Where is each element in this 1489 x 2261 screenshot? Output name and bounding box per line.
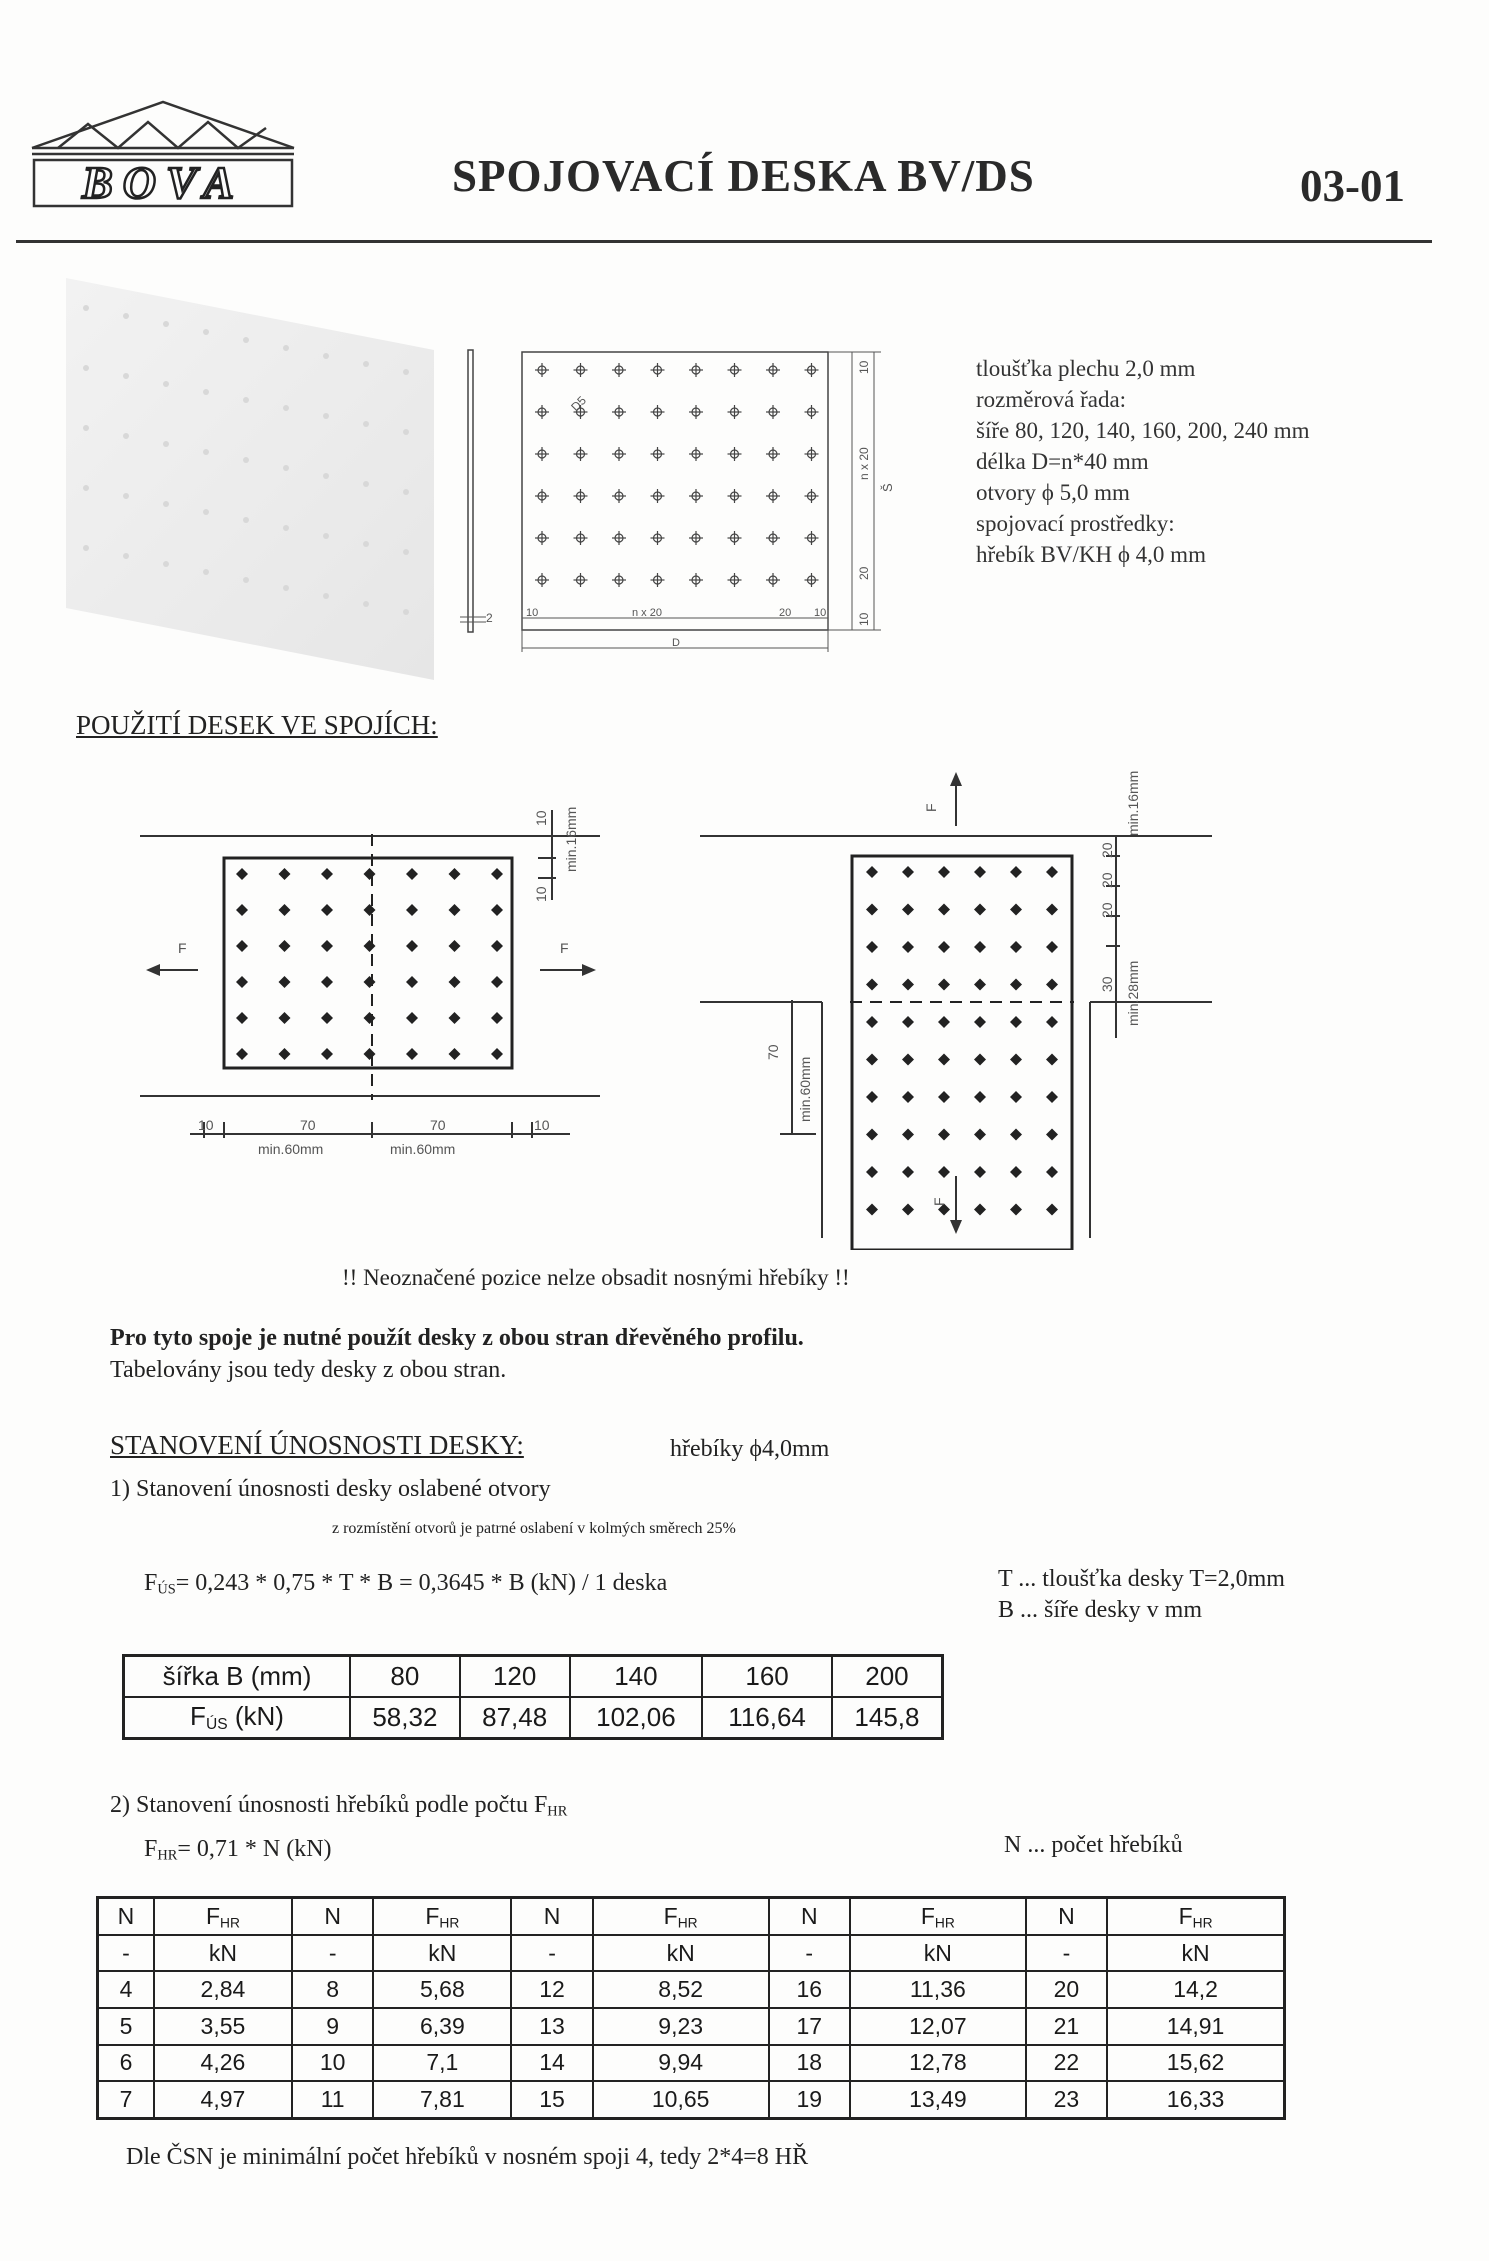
tension-joint-diagram bbox=[140, 770, 600, 1180]
nail-mark bbox=[364, 940, 376, 952]
svg-text:10: 10 bbox=[533, 810, 549, 826]
note-bold: Pro tyto spoje je nutné použít desky z obou stran dřevěného profilu. bbox=[110, 1325, 804, 1351]
svg-text:10: 10 bbox=[814, 607, 827, 619]
nail-mark bbox=[1046, 979, 1058, 991]
spec-holes: otvory ϕ 5,0 mm bbox=[976, 480, 1130, 505]
nail-mark bbox=[1046, 1129, 1058, 1141]
table-cell: - bbox=[292, 1935, 373, 1972]
svg-text:min.16mm: min.16mm bbox=[563, 806, 579, 872]
table-cell: 22 bbox=[1026, 2045, 1107, 2082]
nail-mark bbox=[491, 1012, 503, 1024]
nail-mark bbox=[364, 1048, 376, 1060]
nail-mark bbox=[866, 1016, 878, 1028]
svg-text:F: F bbox=[923, 803, 939, 812]
table-header-cell: $F_{HR}$ bbox=[373, 1898, 511, 1935]
nail-mark bbox=[1010, 1054, 1022, 1066]
table-cell: 4,97 bbox=[154, 2081, 292, 2118]
svg-text:BOVA: BOVA bbox=[82, 157, 244, 208]
nail-mark bbox=[406, 868, 418, 880]
warning-text: !! Neoznačené pozice nelze obsadit nosnými hřebíky !! bbox=[342, 1265, 850, 1290]
nail-mark bbox=[236, 868, 248, 880]
nail-mark bbox=[321, 868, 333, 880]
svg-text:2: 2 bbox=[486, 611, 493, 625]
table-cell: 200 bbox=[832, 1656, 943, 1698]
spec-fasteners-label: spojovací prostředky: bbox=[976, 511, 1175, 536]
table-cell: 12,78 bbox=[850, 2045, 1026, 2082]
table-cell: 15 bbox=[511, 2081, 592, 2118]
table-row bbox=[98, 1971, 1285, 2008]
svg-text:D: D bbox=[672, 637, 680, 649]
table-cell: 14,91 bbox=[1107, 2008, 1284, 2045]
svg-text:n x 20: n x 20 bbox=[632, 607, 662, 619]
nail-mark bbox=[364, 1012, 376, 1024]
nail-mark bbox=[406, 976, 418, 988]
svg-text:70: 70 bbox=[765, 1044, 781, 1060]
spec-size-range-label: rozměrová řada: bbox=[976, 387, 1127, 412]
nail-mark bbox=[974, 1016, 986, 1028]
table-cell: - bbox=[511, 1935, 592, 1972]
capacity-heading: STANOVENÍ ÚNOSNOSTI DESKY: bbox=[110, 1430, 524, 1460]
nail-mark bbox=[449, 976, 461, 988]
nail-mark bbox=[938, 1166, 950, 1178]
footer-note: Dle ČSN je minimální počet hřebíků v nosném spoji 4, tedy 2*4=8 HŘ bbox=[126, 2144, 809, 2170]
svg-text:10: 10 bbox=[533, 886, 549, 902]
nail-mark bbox=[974, 1091, 986, 1103]
table-header-cell: N bbox=[511, 1898, 592, 1935]
table-cell: 11 bbox=[292, 2081, 373, 2118]
nail-mark bbox=[866, 1054, 878, 1066]
svg-text:30: 30 bbox=[1099, 976, 1115, 992]
table-cell: 7 bbox=[98, 2081, 154, 2118]
nail-mark bbox=[938, 904, 950, 916]
svg-text:20: 20 bbox=[1099, 902, 1115, 918]
nail-mark bbox=[866, 979, 878, 991]
formula2: $F_{HR}= 0,71 * N$ (kN) bbox=[144, 1836, 332, 1864]
nail-mark bbox=[866, 1129, 878, 1141]
nail-mark bbox=[974, 1054, 986, 1066]
table-cell: 17 bbox=[769, 2008, 850, 2045]
table-row bbox=[124, 1697, 943, 1739]
table-cell: 23 bbox=[1026, 2081, 1107, 2118]
nail-mark bbox=[321, 976, 333, 988]
nail-mark bbox=[1010, 979, 1022, 991]
nail-mark bbox=[449, 1048, 461, 1060]
nail-mark bbox=[406, 904, 418, 916]
nail-mark bbox=[1046, 1091, 1058, 1103]
table-cell: 6,39 bbox=[373, 2008, 511, 2045]
formula1: $F_{ÚS}= 0,243 * 0,75 * T * B = 0,3645 * B$ (kN) / 1 deska bbox=[144, 1570, 668, 1598]
nail-capacity-table bbox=[96, 1896, 1286, 2120]
nail-mark bbox=[406, 1048, 418, 1060]
svg-text:20: 20 bbox=[1099, 872, 1115, 888]
svg-text:10: 10 bbox=[857, 612, 871, 626]
page-number: 03-01 bbox=[1300, 161, 1405, 211]
nail-mark bbox=[866, 1091, 878, 1103]
table-cell: 8 bbox=[292, 1971, 373, 2008]
nail-mark bbox=[866, 866, 878, 878]
svg-text:F: F bbox=[560, 940, 569, 956]
table-cell: 19 bbox=[769, 2081, 850, 2118]
nail-mark bbox=[321, 904, 333, 916]
nail-mark bbox=[1010, 1166, 1022, 1178]
svg-text:20: 20 bbox=[857, 566, 871, 580]
table-header-cell: N bbox=[98, 1898, 154, 1935]
table-cell: 160 bbox=[702, 1656, 832, 1698]
svg-text:20: 20 bbox=[779, 607, 792, 619]
step2-text: 2) Stanovení únosnosti hřebíků podle počtu $F_{HR}$ bbox=[110, 1792, 568, 1820]
table-cell: 12,07 bbox=[850, 2008, 1026, 2045]
step1-text: 1) Stanovení únosnosti desky oslabené otvory bbox=[110, 1476, 551, 1502]
plate-dimension-drawing bbox=[456, 340, 896, 660]
table-cell: 3,55 bbox=[154, 2008, 292, 2045]
svg-text:min.60mm: min.60mm bbox=[390, 1141, 456, 1157]
nail-mark bbox=[974, 941, 986, 953]
nail-mark bbox=[491, 904, 503, 916]
nail-mark bbox=[1046, 866, 1058, 878]
nail-mark bbox=[938, 1091, 950, 1103]
nail-mark bbox=[364, 868, 376, 880]
nail-mark bbox=[902, 1091, 914, 1103]
svg-text:20: 20 bbox=[1099, 842, 1115, 858]
table-cell: 80 bbox=[350, 1656, 460, 1698]
nail-mark bbox=[1010, 1204, 1022, 1216]
nail-mark bbox=[1046, 904, 1058, 916]
nail-mark bbox=[974, 866, 986, 878]
table-row bbox=[98, 2081, 1285, 2118]
nail-mark bbox=[1010, 866, 1022, 878]
svg-text:n x 20: n x 20 bbox=[857, 447, 871, 480]
capacity-heading-note: hřebíky ϕ4,0mm bbox=[670, 1436, 830, 1462]
step1-note: z rozmístění otvorů je patrné oslabení v kolmých směrech 25% bbox=[332, 1520, 736, 1537]
table-unit-row bbox=[98, 1935, 1285, 1972]
nail-mark bbox=[938, 941, 950, 953]
nail-mark bbox=[1046, 1054, 1058, 1066]
nail-mark bbox=[938, 1054, 950, 1066]
table-row bbox=[98, 2045, 1285, 2082]
nail-mark bbox=[279, 1012, 291, 1024]
nail-mark bbox=[974, 1166, 986, 1178]
table-cell: 14 bbox=[511, 2045, 592, 2082]
spec-thickness: tloušťka plechu 2,0 mm bbox=[976, 356, 1196, 381]
svg-text:Š: Š bbox=[880, 483, 895, 492]
table-cell: 102,06 bbox=[570, 1697, 703, 1739]
nail-mark bbox=[974, 979, 986, 991]
svg-text:10: 10 bbox=[534, 1117, 550, 1133]
table-cell: 5 bbox=[98, 2008, 154, 2045]
svg-text:min.60mm: min.60mm bbox=[797, 1056, 813, 1122]
legend-B: B ... šíře desky v mm bbox=[998, 1597, 1202, 1623]
legend-T: T ... tloušťka desky T=2,0mm bbox=[998, 1566, 1285, 1592]
table-cell: - bbox=[98, 1935, 154, 1972]
table-header-cell: $F_{HR}$ bbox=[593, 1898, 769, 1935]
nail-mark bbox=[902, 904, 914, 916]
nail-mark bbox=[938, 1016, 950, 1028]
table-cell: kN bbox=[850, 1935, 1026, 1972]
nail-mark bbox=[279, 1048, 291, 1060]
table-cell: 16 bbox=[769, 1971, 850, 2008]
nail-mark bbox=[974, 1129, 986, 1141]
table-header-row bbox=[98, 1898, 1285, 1935]
table-cell: 18 bbox=[769, 2045, 850, 2082]
nail-mark bbox=[974, 904, 986, 916]
nail-mark bbox=[1046, 941, 1058, 953]
table-cell: 14,2 bbox=[1107, 1971, 1284, 2008]
nail-mark bbox=[902, 1166, 914, 1178]
table-cell: 15,62 bbox=[1107, 2045, 1284, 2082]
table-cell: 7,1 bbox=[373, 2045, 511, 2082]
nail-mark bbox=[279, 976, 291, 988]
nail-mark bbox=[449, 904, 461, 916]
table-cell: 10 bbox=[292, 2045, 373, 2082]
svg-text:D5: D5 bbox=[568, 393, 589, 415]
nail-mark bbox=[902, 979, 914, 991]
table-cell: 13 bbox=[511, 2008, 592, 2045]
nail-mark bbox=[902, 1204, 914, 1216]
table-cell: 87,48 bbox=[460, 1697, 570, 1739]
table-cell: 2,84 bbox=[154, 1971, 292, 2008]
nail-mark bbox=[491, 868, 503, 880]
table-cell: kN bbox=[1107, 1935, 1284, 1972]
nail-mark bbox=[902, 1054, 914, 1066]
nail-mark bbox=[1010, 904, 1022, 916]
svg-text:10: 10 bbox=[526, 607, 539, 619]
plate-photo bbox=[66, 268, 446, 688]
nail-mark bbox=[449, 868, 461, 880]
nail-mark bbox=[491, 976, 503, 988]
bova-logo bbox=[28, 98, 298, 210]
table-cell: 8,52 bbox=[593, 1971, 769, 2008]
nail-mark bbox=[279, 868, 291, 880]
table-cell: - bbox=[769, 1935, 850, 1972]
table-cell: 7,81 bbox=[373, 2081, 511, 2118]
table-header-cell: $F_{ÚS}$ (kN) bbox=[124, 1697, 351, 1739]
nail-mark bbox=[902, 1129, 914, 1141]
nail-mark bbox=[866, 1204, 878, 1216]
nail-mark bbox=[321, 1048, 333, 1060]
table-cell: 20 bbox=[1026, 1971, 1107, 2008]
nail-mark bbox=[321, 940, 333, 952]
table-cell: 9,23 bbox=[593, 2008, 769, 2045]
table-cell: 21 bbox=[1026, 2008, 1107, 2045]
nail-mark bbox=[236, 976, 248, 988]
nail-mark bbox=[1010, 1129, 1022, 1141]
table-cell: 116,64 bbox=[702, 1697, 832, 1739]
nail-mark bbox=[236, 940, 248, 952]
table-cell: 13,49 bbox=[850, 2081, 1026, 2118]
nail-mark bbox=[938, 1129, 950, 1141]
svg-text:min.16mm: min.16mm bbox=[1125, 770, 1141, 836]
nail-mark bbox=[1046, 1016, 1058, 1028]
nail-mark bbox=[449, 1012, 461, 1024]
nail-mark bbox=[1010, 1016, 1022, 1028]
plate-capacity-table bbox=[122, 1654, 944, 1740]
spec-length: délka D=n*40 mm bbox=[976, 449, 1149, 474]
nail-mark bbox=[406, 940, 418, 952]
nail-mark bbox=[321, 1012, 333, 1024]
table-header-cell: $F_{HR}$ bbox=[850, 1898, 1026, 1935]
nail-mark bbox=[406, 1012, 418, 1024]
svg-text:70: 70 bbox=[430, 1117, 446, 1133]
note-text: Tabelovány jsou tedy desky z obou stran. bbox=[110, 1357, 507, 1383]
svg-text:F: F bbox=[931, 1197, 947, 1206]
table-cell: 10,65 bbox=[593, 2081, 769, 2118]
nail-mark bbox=[279, 904, 291, 916]
table-header-cell: $F_{HR}$ bbox=[1107, 1898, 1284, 1935]
nail-mark bbox=[866, 941, 878, 953]
table-cell: 4 bbox=[98, 1971, 154, 2008]
table-cell: 16,33 bbox=[1107, 2081, 1284, 2118]
table-cell: 145,8 bbox=[832, 1697, 943, 1739]
nail-mark bbox=[236, 1048, 248, 1060]
table-cell: kN bbox=[593, 1935, 769, 1972]
table-header-cell: N bbox=[292, 1898, 373, 1935]
table-cell: 140 bbox=[570, 1656, 703, 1698]
table-header-cell: $F_{HR}$ bbox=[154, 1898, 292, 1935]
nail-mark bbox=[491, 1048, 503, 1060]
nail-mark bbox=[938, 866, 950, 878]
table-cell: 9 bbox=[292, 2008, 373, 2045]
table-row bbox=[124, 1656, 943, 1698]
svg-text:min.60mm: min.60mm bbox=[258, 1141, 324, 1157]
nail-mark bbox=[364, 904, 376, 916]
table-cell: kN bbox=[373, 1935, 511, 1972]
nail-mark bbox=[902, 866, 914, 878]
nail-mark bbox=[902, 941, 914, 953]
table-cell: 9,94 bbox=[593, 2045, 769, 2082]
table-header-cell: N bbox=[1026, 1898, 1107, 1935]
table-cell: 120 bbox=[460, 1656, 570, 1698]
nail-mark bbox=[866, 1166, 878, 1178]
shear-joint-diagram bbox=[700, 760, 1220, 1250]
table-cell: 58,32 bbox=[350, 1697, 460, 1739]
svg-text:min.28mm: min.28mm bbox=[1125, 960, 1141, 1026]
usage-heading: POUŽITÍ DESEK VE SPOJÍCH: bbox=[76, 710, 438, 740]
table-cell: kN bbox=[154, 1935, 292, 1972]
nail-mark bbox=[938, 979, 950, 991]
nail-mark bbox=[974, 1204, 986, 1216]
header-divider bbox=[16, 240, 1432, 243]
table-header-cell: šířka B (mm) bbox=[124, 1656, 351, 1698]
page-title: SPOJOVACÍ DESKA BV/DS bbox=[452, 151, 1035, 201]
nail-mark bbox=[449, 940, 461, 952]
svg-text:10: 10 bbox=[198, 1117, 214, 1133]
nail-mark bbox=[1046, 1166, 1058, 1178]
table-cell: - bbox=[1026, 1935, 1107, 1972]
nail-mark bbox=[236, 1012, 248, 1024]
legend-N: N ... počet hřebíků bbox=[1004, 1832, 1183, 1858]
nail-mark bbox=[364, 976, 376, 988]
table-cell: 6 bbox=[98, 2045, 154, 2082]
nail-mark bbox=[866, 904, 878, 916]
table-cell: 11,36 bbox=[850, 1971, 1026, 2008]
table-row bbox=[98, 2008, 1285, 2045]
table-cell: 5,68 bbox=[373, 1971, 511, 2008]
spec-nail: hřebík BV/KH ϕ 4,0 mm bbox=[976, 542, 1206, 567]
nail-mark bbox=[491, 940, 503, 952]
table-cell: 12 bbox=[511, 1971, 592, 2008]
table-header-cell: N bbox=[769, 1898, 850, 1935]
nail-mark bbox=[1010, 941, 1022, 953]
nail-mark bbox=[1010, 1091, 1022, 1103]
nail-mark bbox=[236, 904, 248, 916]
svg-text:10: 10 bbox=[857, 360, 871, 374]
table-cell: 4,26 bbox=[154, 2045, 292, 2082]
nail-mark bbox=[902, 1016, 914, 1028]
spec-widths: šíře 80, 120, 140, 160, 200, 240 mm bbox=[976, 418, 1310, 443]
nail-mark bbox=[279, 940, 291, 952]
svg-text:70: 70 bbox=[300, 1117, 316, 1133]
nail-mark bbox=[1046, 1204, 1058, 1216]
svg-text:F: F bbox=[178, 940, 187, 956]
